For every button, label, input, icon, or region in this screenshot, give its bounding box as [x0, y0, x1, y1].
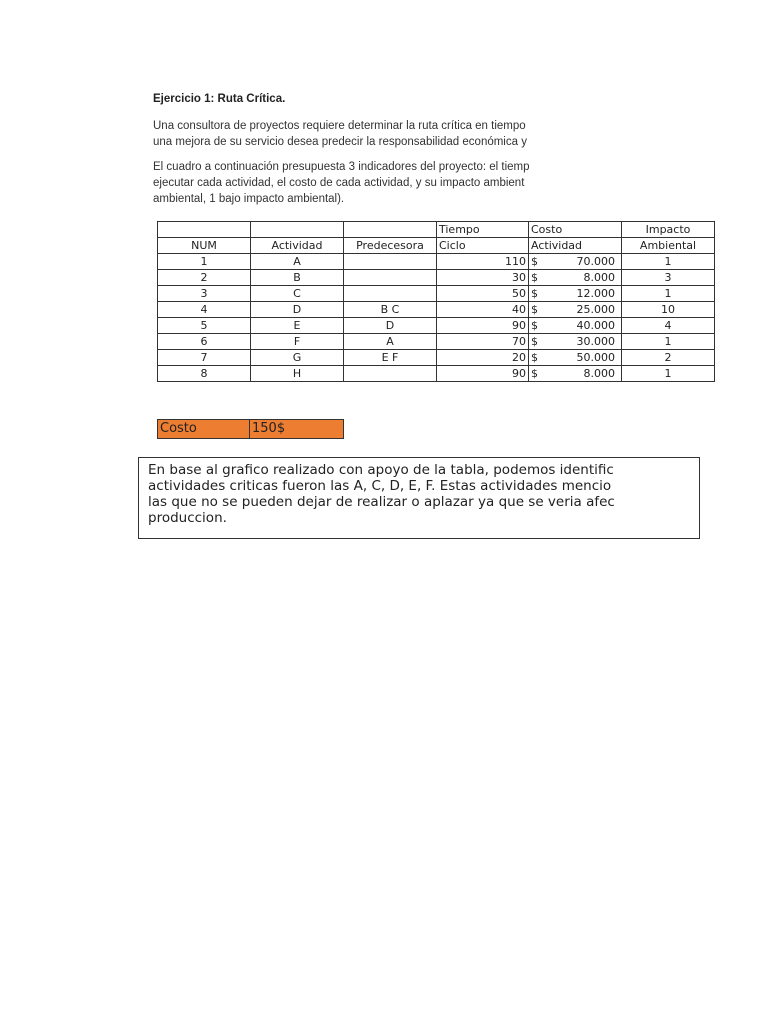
conclusion-textbox	[138, 457, 700, 539]
cell-actividad: H	[251, 366, 344, 382]
cell-costo	[529, 350, 622, 366]
description-paragraph	[153, 159, 530, 207]
cell-predecesora: D	[344, 318, 437, 334]
cell-actividad: A	[251, 254, 344, 270]
conclusion-text	[148, 462, 615, 526]
table-header-row	[158, 238, 715, 254]
cell-tiempo: 90	[437, 318, 529, 334]
table-row	[158, 318, 715, 334]
cost-amount: 25.000	[576, 303, 615, 316]
description-line: El cuadro a continuación presupuesta 3 indicadores del proyecto: el tiemp	[153, 161, 530, 173]
cost-summary	[157, 419, 344, 439]
cell-num: 4	[158, 302, 251, 318]
cell-costo	[529, 254, 622, 270]
cell-impacto: 1	[622, 334, 715, 350]
cell-actividad: C	[251, 286, 344, 302]
cost-amount: 12.000	[576, 287, 615, 300]
cell-num: 6	[158, 334, 251, 350]
cell-predecesora	[344, 270, 437, 286]
header-predecesora: Predecesora	[344, 238, 437, 254]
cell-predecesora: B C	[344, 302, 437, 318]
cell-predecesora: A	[344, 334, 437, 350]
header-impacto: Impacto	[622, 222, 715, 238]
intro-line: una mejora de su servicio desea predecir la responsabilidad económica y	[153, 136, 527, 148]
cell-impacto: 2	[622, 350, 715, 366]
intro-line: Una consultora de proyectos requiere determinar la ruta crítica en tiempo	[153, 120, 526, 132]
currency-symbol: $	[531, 255, 538, 268]
cell-actividad: F	[251, 334, 344, 350]
cell-costo	[529, 366, 622, 382]
cell-costo	[529, 318, 622, 334]
cost-amount: 8.000	[583, 367, 615, 380]
currency-symbol: $	[531, 319, 538, 332]
cell-predecesora	[344, 254, 437, 270]
cell-tiempo: 30	[437, 270, 529, 286]
currency-symbol: $	[531, 351, 538, 364]
table-row	[158, 366, 715, 382]
header-num: NUM	[158, 238, 251, 254]
conclusion-line: actividades criticas fueron las A, C, D, E, F. Estas actividades mencio	[148, 478, 612, 494]
cell-impacto: 1	[622, 254, 715, 270]
cell-impacto: 4	[622, 318, 715, 334]
cell-tiempo: 20	[437, 350, 529, 366]
table-row	[158, 334, 715, 350]
cell-actividad: B	[251, 270, 344, 286]
cost-amount: 8.000	[583, 271, 615, 284]
cell-tiempo: 40	[437, 302, 529, 318]
cell-num: 1	[158, 254, 251, 270]
header-ciclo: Ciclo	[437, 238, 529, 254]
header-actividad-top	[251, 222, 344, 238]
cell-impacto: 1	[622, 286, 715, 302]
cell-costo	[529, 334, 622, 350]
currency-symbol: $	[531, 303, 538, 316]
conclusion-line: produccion.	[148, 510, 227, 526]
cell-predecesora	[344, 286, 437, 302]
cell-num: 8	[158, 366, 251, 382]
header-actividad: Actividad	[251, 238, 344, 254]
cell-tiempo: 90	[437, 366, 529, 382]
cell-costo	[529, 302, 622, 318]
header-num-top	[158, 222, 251, 238]
cell-num: 3	[158, 286, 251, 302]
description-line: ejecutar cada actividad, el costo de cada actividad, y su impacto ambient	[153, 177, 525, 189]
currency-symbol: $	[531, 271, 538, 284]
cell-tiempo: 70	[437, 334, 529, 350]
cost-amount: 40.000	[576, 319, 615, 332]
cell-impacto: 3	[622, 270, 715, 286]
description-line: ambiental, 1 bajo impacto ambiental).	[153, 193, 345, 205]
currency-symbol: $	[531, 335, 538, 348]
header-costo: Costo	[529, 222, 622, 238]
cell-actividad: G	[251, 350, 344, 366]
table-row	[158, 270, 715, 286]
cell-tiempo: 50	[437, 286, 529, 302]
header-tiempo: Tiempo	[437, 222, 529, 238]
cell-num: 5	[158, 318, 251, 334]
activities-table	[157, 221, 715, 382]
cell-predecesora: E F	[344, 350, 437, 366]
currency-symbol: $	[531, 287, 538, 300]
exercise-title: Ejercicio 1: Ruta Crítica.	[153, 93, 286, 105]
cell-actividad: E	[251, 318, 344, 334]
cell-predecesora	[344, 366, 437, 382]
conclusion-line: En base al grafico realizado con apoyo de la tabla, podemos identific	[148, 462, 614, 478]
cost-amount: 50.000	[576, 351, 615, 364]
cost-value: 150$	[250, 419, 344, 439]
table-row	[158, 254, 715, 270]
conclusion-line: las que no se pueden dejar de realizar o aplazar ya que se veria afec	[148, 494, 615, 510]
cell-tiempo: 110	[437, 254, 529, 270]
header-ambiental: Ambiental	[622, 238, 715, 254]
cell-costo	[529, 286, 622, 302]
cell-impacto: 10	[622, 302, 715, 318]
table-row	[158, 302, 715, 318]
cell-costo	[529, 270, 622, 286]
cost-amount: 30.000	[576, 335, 615, 348]
table-header-row	[158, 222, 715, 238]
cost-label: Costo	[157, 419, 250, 439]
currency-symbol: $	[531, 367, 538, 380]
table-row	[158, 350, 715, 366]
cell-num: 2	[158, 270, 251, 286]
table-row	[158, 286, 715, 302]
cell-impacto: 1	[622, 366, 715, 382]
header-predecesora-top	[344, 222, 437, 238]
header-costo-actividad: Actividad	[529, 238, 622, 254]
cell-num: 7	[158, 350, 251, 366]
cost-amount: 70.000	[576, 255, 615, 268]
cell-actividad: D	[251, 302, 344, 318]
intro-paragraph	[153, 118, 527, 150]
